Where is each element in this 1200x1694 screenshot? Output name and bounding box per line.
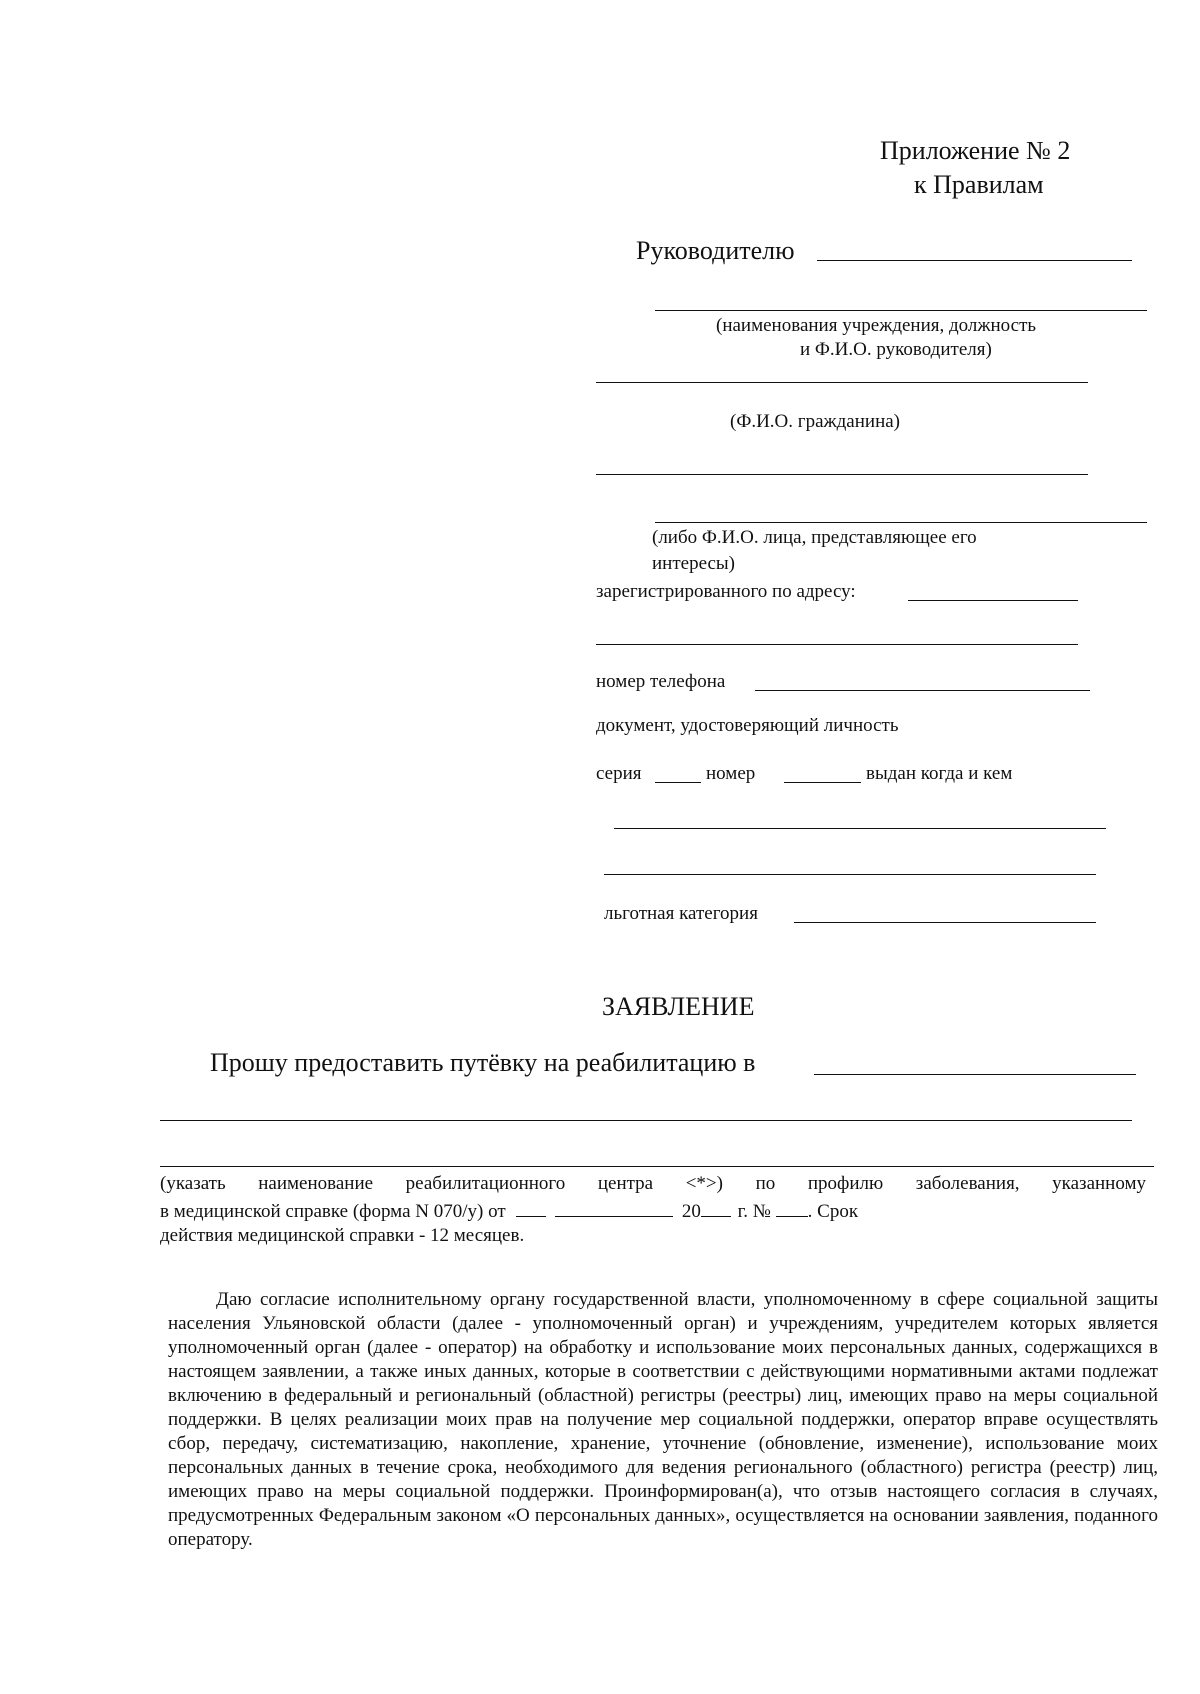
addressee-line[interactable] bbox=[817, 260, 1132, 261]
request-line-3[interactable] bbox=[160, 1166, 1154, 1167]
representative-caption-2: интересы) bbox=[652, 553, 736, 574]
appendix-number: Приложение № 2 bbox=[880, 136, 1071, 165]
note-line-1: (указать наименование реабилитационного центра <*>) по профилю заболевания, указанному bbox=[160, 1173, 1146, 1194]
note-line-2 bbox=[160, 1198, 858, 1224]
citizen-name-line[interactable] bbox=[596, 382, 1088, 383]
phone-label: номер телефона bbox=[596, 671, 726, 692]
cert-year-line[interactable] bbox=[701, 1198, 731, 1217]
addressee-label: Руководителю bbox=[636, 236, 795, 265]
representative-caption-1: (либо Ф.И.О. лица, представляющее его bbox=[652, 527, 977, 548]
number-label: номер bbox=[706, 763, 756, 784]
representative-line[interactable] bbox=[655, 522, 1147, 523]
benefit-category-label: льготная категория bbox=[604, 903, 758, 924]
identity-doc-label: документ, удостоверяющий личность bbox=[596, 715, 899, 736]
issued-label: выдан когда и кем bbox=[866, 763, 1013, 784]
series-label: серия bbox=[596, 763, 642, 784]
consent-paragraph bbox=[168, 1288, 1158, 1552]
issued-line-2[interactable] bbox=[604, 874, 1096, 875]
institution-caption-1: (наименования учреждения, должность bbox=[716, 315, 1037, 336]
institution-caption-2: и Ф.И.О. руководителя) bbox=[800, 339, 992, 360]
issued-line-1[interactable] bbox=[614, 828, 1106, 829]
cert-number-line[interactable] bbox=[776, 1198, 808, 1217]
address-label: зарегистрированного по адресу: bbox=[596, 581, 856, 602]
appendix-rules: к Правилам bbox=[914, 170, 1044, 199]
cert-day-line[interactable] bbox=[516, 1198, 546, 1217]
institution-line[interactable] bbox=[655, 310, 1147, 311]
benefit-category-line[interactable] bbox=[794, 922, 1096, 923]
note-line-2-year-prefix: 20 bbox=[681, 1201, 701, 1222]
citizen-caption: (Ф.И.О. гражданина) bbox=[730, 411, 900, 432]
statement-title: ЗАЯВЛЕНИЕ bbox=[602, 992, 755, 1021]
request-text: Прошу предоставить путёвку на реабилитацию в bbox=[210, 1048, 756, 1077]
series-line[interactable] bbox=[655, 782, 701, 783]
phone-line[interactable] bbox=[755, 690, 1090, 691]
address-line-1[interactable] bbox=[908, 600, 1078, 601]
request-line-2[interactable] bbox=[160, 1120, 1132, 1121]
consent-text: Даю согласие исполнительному органу государственной власти, уполномоченному в сфере социальной защиты населения Ульяновской области (далее - уполномоченный орган) и учреждениям, учредителем которых является уполномоченный орган (далее - оператор) на обработку и использование моих персональных данных, содержащихся в настоящем заявлении, а также иных данных, которые в соответствии с действующими нормативными актами подлежат включению в федеральный и региональный (областной) регистры (реестры) лиц, имеющих право на меры социальной поддержки. В целях реализации моих прав на получение мер социальной поддержки, оператор вправе осуществлять сбор, передачу, систематизацию, накопление, хранение, уточнение (обновление, изменение), использование моих персональных данных в течение срока, необходимого для ведения регионального (областного) регистра (реестр) лиц, имеющих право на меры социальной поддержки. Проинформирован(а), что отзыв настоящего согласия в случаях, предусмотренных Федеральным законом «О персональных данных», осуществляется на основании заявления, поданного оператору. bbox=[168, 1289, 1158, 1550]
note-line-2-part-a: в медицинской справке (форма N 070/у) от bbox=[160, 1201, 506, 1222]
number-line[interactable] bbox=[784, 782, 861, 783]
note-line-3: действия медицинской справки - 12 месяцев. bbox=[160, 1225, 525, 1246]
note-line-2-term: . Срок bbox=[807, 1201, 859, 1222]
cert-month-line[interactable] bbox=[555, 1198, 673, 1217]
citizen-extra-line[interactable] bbox=[596, 474, 1088, 475]
address-line-2[interactable] bbox=[596, 644, 1078, 645]
request-line-1[interactable] bbox=[814, 1074, 1136, 1075]
note-line-2-number-label: г. № bbox=[737, 1201, 771, 1222]
